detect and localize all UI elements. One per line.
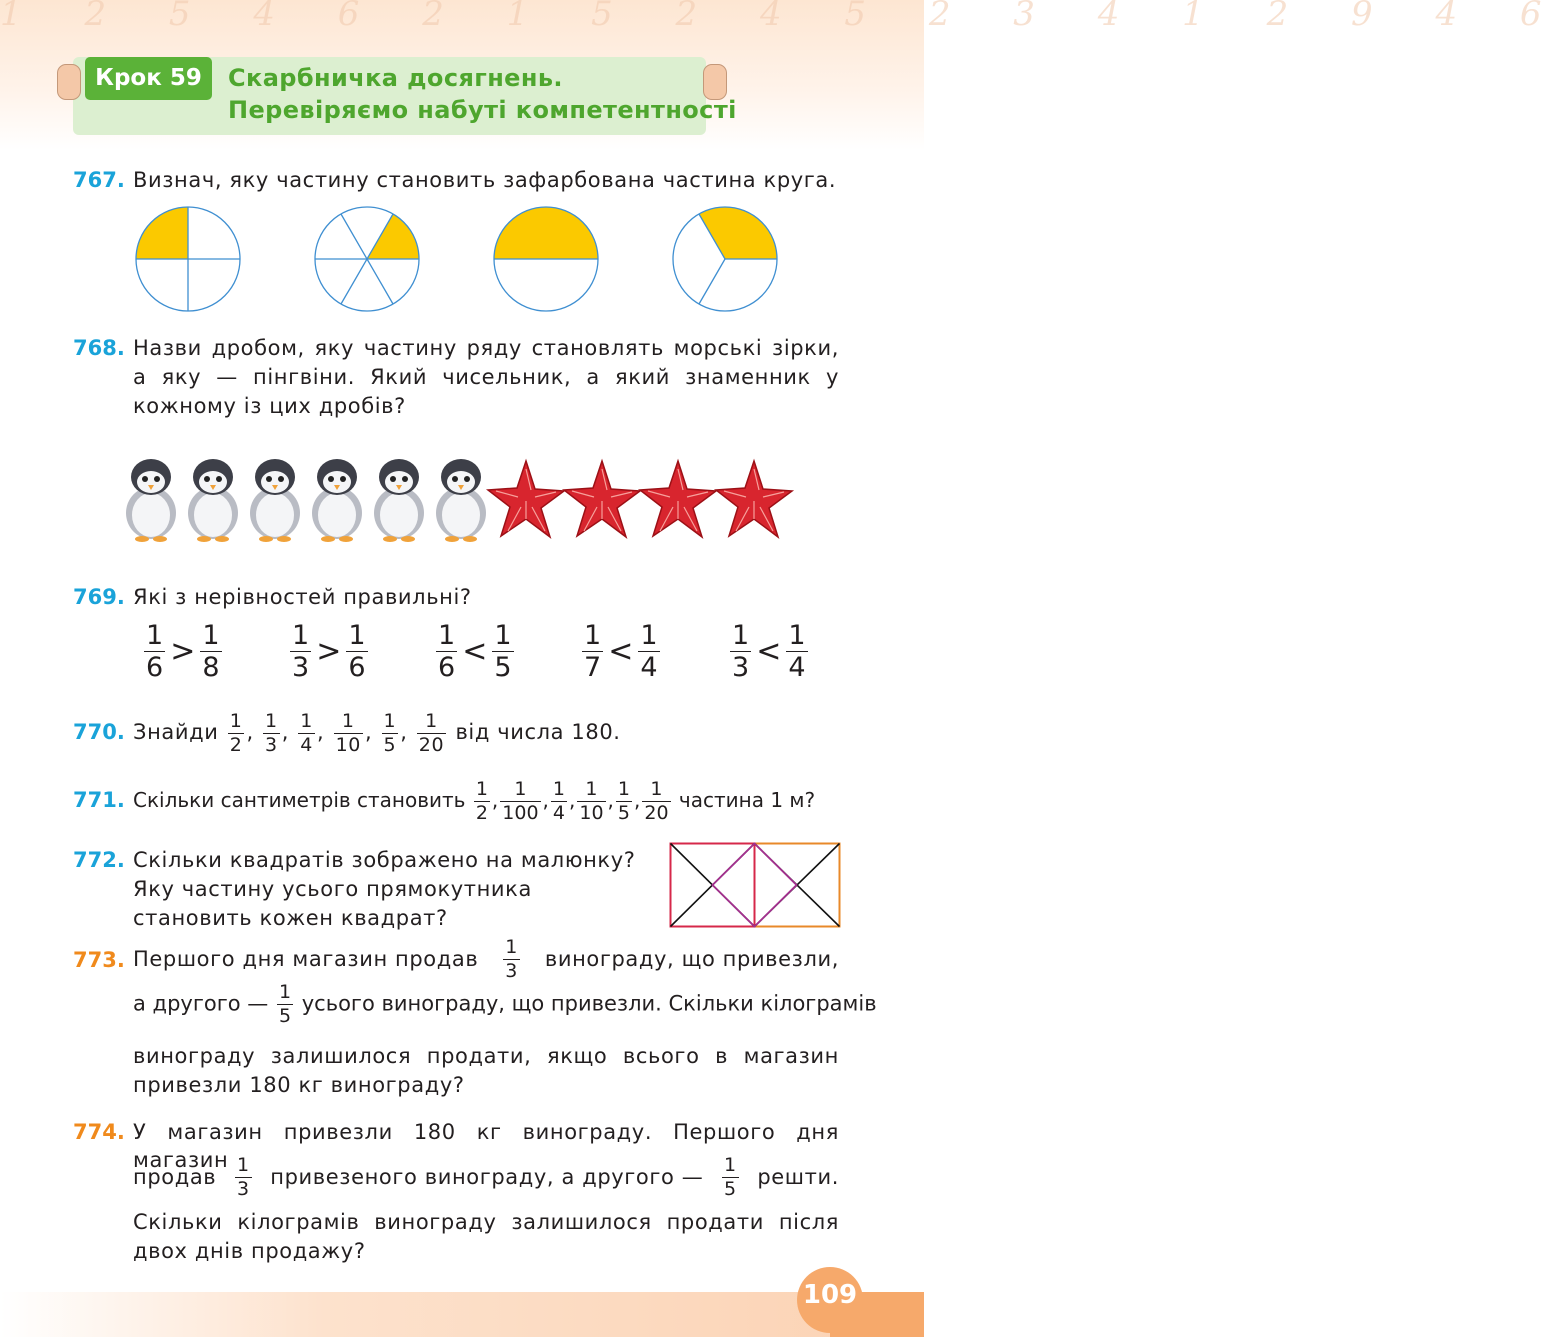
task-number-773: 773. — [73, 948, 125, 972]
fraction: $\frac{1}{5}$ — [723, 1153, 737, 1200]
fraction: $\frac{1}{3}$ — [236, 1153, 250, 1200]
task-text-768: Назви дробом, яку частину ряду становлять морські зірки, а яку — пінгвіни. Який чисельник, а який знаменник у кожному із цих дробів? — [133, 336, 839, 418]
task-773-text-d: усього винограду, що привезли. Скільки кілограмів — [301, 991, 877, 1016]
task-774-line-1: У магазин привезли 180 кг винограду. Першого дня магазин — [133, 1120, 839, 1172]
fraction: $\frac{1}{4}$ — [788, 620, 806, 683]
task-text-772: Скільки квадратів зображено на малюнку? Яку частину усього прямокутника становить кожен квадрат? — [133, 848, 636, 930]
circle-sixths — [313, 205, 421, 313]
penguins-and-starfish — [120, 453, 800, 543]
task-773-line-1 — [133, 932, 839, 986]
fraction: $\frac{1}{20}$ — [644, 778, 669, 824]
task-number-772: 772. — [73, 848, 125, 872]
fraction: $\frac{1}{6}$ — [348, 620, 366, 683]
task-773-line-2 — [133, 981, 877, 1037]
fraction: $\frac{1}{3}$ — [265, 709, 278, 756]
task-773-rest: винограду залишилося продати, якщо всього в магазин привезли 180 кг винограду? — [133, 1044, 839, 1097]
fraction: $\frac{1}{7}$ — [584, 620, 602, 683]
fraction: $\frac{1}{3}$ — [292, 620, 310, 683]
fraction: $\frac{1}{6}$ — [438, 620, 456, 683]
inequality-1 — [142, 622, 224, 681]
fraction: $\frac{1}{20}$ — [418, 709, 445, 756]
task-773-text-b: винограду, що привезли, — [544, 947, 839, 971]
task-text-770: Знайди $\frac{1}{2}$ , $\frac{1}{3}$ , $\frac{1}{4}$ , $\frac{1}{10}$ , $\frac{1}{5}$ , $\frac{1}{20}$ від числа 180. — [133, 709, 621, 756]
fraction: $\frac{1}{5}$ — [383, 709, 397, 756]
circle-thirds — [671, 205, 779, 313]
decorative-digits-background: 1 2 5 4 6 2 1 5 2 4 5 2 3 4 1 2 9 4 6 — [0, 0, 1568, 34]
task-774-text-b: привезеного винограду, а другого — — [270, 1165, 704, 1189]
inequality-2 — [288, 622, 370, 681]
task-number-767: 767. — [73, 168, 125, 192]
comparison-sign: < — [608, 634, 634, 669]
inequality-5 — [728, 622, 810, 681]
fraction: $\frac{1}{2}$ — [475, 778, 488, 824]
fraction: $\frac{1}{8}$ — [202, 620, 220, 683]
page-number: 109 — [797, 1267, 863, 1333]
task-text-769: Які з нерівностей правильні? — [133, 585, 472, 609]
circle-halves — [492, 205, 600, 313]
task-number-770: 770. — [73, 720, 125, 744]
task-number-769: 769. — [73, 585, 125, 609]
task-774-rest: Скільки кілограмів винограду залишилося продати після двох днів продажу? — [133, 1210, 839, 1263]
fraction: $\frac{1}{3}$ — [505, 935, 518, 982]
fraction: $\frac{1}{100}$ — [502, 778, 539, 824]
inequality-4 — [580, 622, 662, 681]
task-773-text-c: а другого — — [133, 991, 269, 1016]
inequality-3 — [434, 622, 516, 681]
fraction: $\frac{1}{10}$ — [579, 778, 604, 824]
task-number-768: 768. — [73, 336, 125, 360]
footer-band — [0, 1292, 924, 1337]
task-774-text-c: решти. — [757, 1165, 839, 1189]
lesson-title-line-1: Скарбничка досягнень. — [228, 64, 563, 92]
squares-rectangle-figure — [669, 842, 841, 928]
comparison-sign: < — [462, 634, 488, 669]
step-badge: Крок 59 — [85, 57, 212, 100]
task-number-771: 771. — [73, 788, 125, 812]
fraction: $\frac{1}{4}$ — [552, 778, 565, 824]
task-774-line-2 — [133, 1150, 839, 1204]
task-text-767: Визнач, яку частину становить зафарбована частина круга. — [133, 168, 837, 192]
fraction: $\frac{1}{6}$ — [146, 620, 164, 683]
lesson-title — [228, 62, 737, 126]
circle-quarters — [134, 205, 242, 313]
fraction: $\frac{1}{3}$ — [732, 620, 750, 683]
comparison-sign: > — [170, 634, 196, 669]
fraction: $\frac{1}{5}$ — [617, 778, 630, 824]
fraction: $\frac{1}{5}$ — [494, 620, 512, 683]
fraction: $\frac{1}{4}$ — [640, 620, 658, 683]
task-773-text-a: Першого дня магазин продав — [133, 947, 479, 971]
task-text-771: Скільки сантиметрів становить $\frac{1}{2}$ , $\frac{1}{100}$ , $\frac{1}{4}$ , $\frac{1}{10}$ , $\frac{1}{5}$ , $\frac{1}{20}$ частина 1 м? — [133, 778, 816, 824]
task-774-text-a: продав — [133, 1165, 217, 1189]
hand-left-icon — [57, 64, 81, 100]
fraction: $\frac{1}{4}$ — [300, 709, 313, 756]
comparison-sign: < — [756, 634, 782, 669]
task-770-suffix: від числа 180. — [455, 720, 621, 744]
lesson-title-line-2: Перевіряємо набуті компетентності — [228, 96, 737, 124]
task-770-prefix: Знайди — [133, 720, 219, 744]
comparison-sign: > — [316, 634, 342, 669]
fraction: $\frac{1}{10}$ — [335, 709, 361, 756]
task-771-prefix: Скільки сантиметрів становить — [133, 788, 466, 812]
fraction: $\frac{1}{2}$ — [229, 709, 243, 756]
fraction: $\frac{1}{5}$ — [278, 981, 292, 1027]
task-771-suffix: частина 1 м? — [678, 788, 816, 812]
task-number-774: 774. — [73, 1120, 125, 1144]
